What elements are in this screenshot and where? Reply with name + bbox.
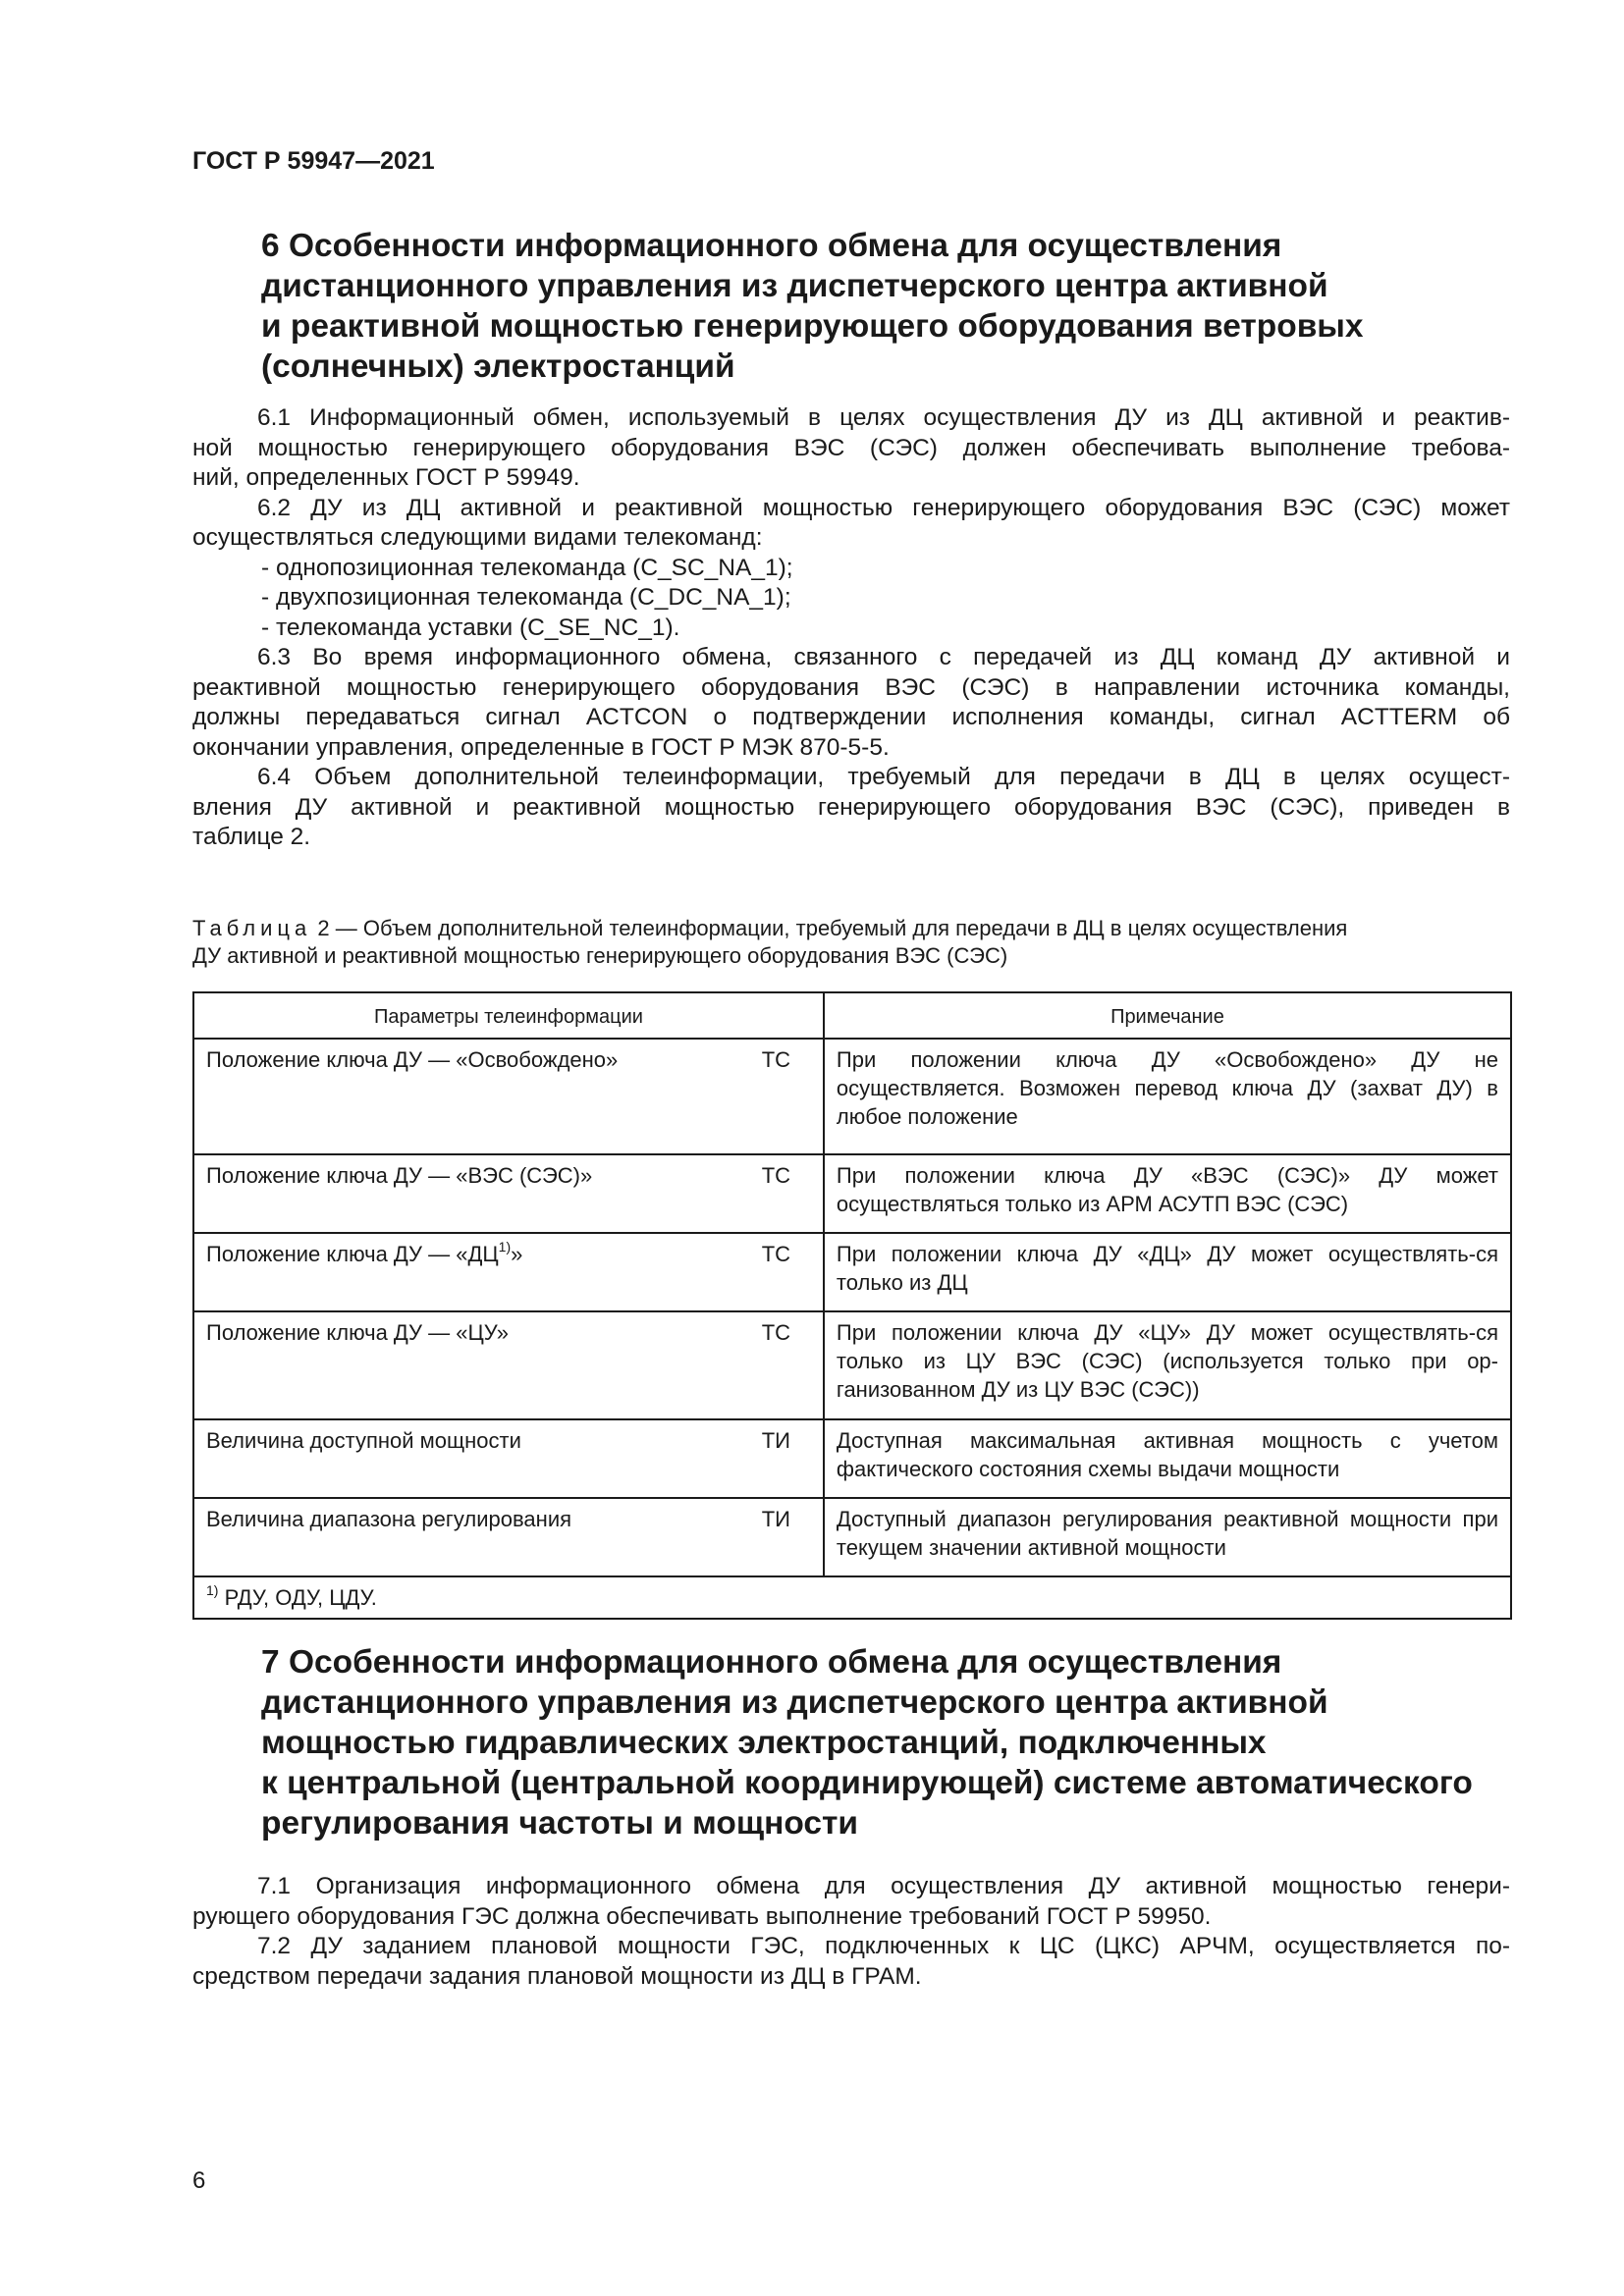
paragraph-6-4 bbox=[192, 763, 1510, 853]
code-cell: ТС bbox=[750, 1233, 824, 1311]
text-line: 7.1 Организация информационного обмена для осуществления ДУ активной мощностью генери- bbox=[257, 1873, 1510, 1899]
text-line: 6.1 Информационный обмен, используемый в целях осуществления ДУ из ДЦ активной и реактив- bbox=[257, 404, 1510, 431]
text-line: ной мощностью генерирующего оборудования ВЭС (СЭС) должен обеспечивать выполнение требова- bbox=[192, 434, 1510, 461]
page-number: 6 bbox=[192, 2167, 206, 2194]
table-row bbox=[193, 1039, 1511, 1154]
section-title-line: мощностью гидравлических электростанций, подключенных bbox=[261, 1725, 1267, 1761]
param-cell: Положение ключа ДУ — «ЦУ» bbox=[193, 1311, 750, 1419]
table-row bbox=[193, 1311, 1511, 1419]
list-item: - однопозиционная телекоманда (C_SC_NA_1); bbox=[261, 554, 793, 581]
note-cell: Доступная максимальная активная мощность с учетом фактического состояния схемы выдачи мощности bbox=[824, 1419, 1511, 1498]
paragraph-6-3 bbox=[192, 643, 1510, 763]
note-cell: При положении ключа ДУ «ВЭС (СЭС)» ДУ может осуществляться только из АРМ АСУТП ВЭС (СЭС) bbox=[824, 1154, 1511, 1233]
footnote-ref: 1) bbox=[498, 1238, 512, 1255]
section-6-body bbox=[192, 403, 1510, 853]
note-cell: При положении ключа ДУ «Освобождено» ДУ не осуществляется. Возможен перевод ключа ДУ (захват ДУ) в любое положение bbox=[824, 1039, 1511, 1154]
text-line: окончании управления, определенные в ГОСТ Р МЭК 870-5-5. bbox=[192, 733, 890, 761]
section-title-line: 6 Особенности информационного обмена для осуществления bbox=[261, 228, 1282, 264]
code-cell: ТС bbox=[750, 1039, 824, 1154]
table-row bbox=[193, 1154, 1511, 1233]
text-line: 6.3 Во время информационного обмена, связанного с передачей из ДЦ команд ДУ активной и bbox=[257, 644, 1510, 670]
code-cell: ТИ bbox=[750, 1498, 824, 1576]
text-line: 6.2 ДУ из ДЦ активной и реактивной мощностью генерирующего оборудования ВЭС (СЭС) может bbox=[257, 494, 1510, 521]
note-cell: При положении ключа ДУ «ЦУ» ДУ может осуществлять-ся только из ЦУ ВЭС (СЭС) (используется только при ор-ганизованном ДУ из ЦУ ВЭС (СЭС)) bbox=[824, 1311, 1511, 1419]
param-cell bbox=[193, 1233, 750, 1311]
list-item: - двухпозиционная телекоманда (C_DC_NA_1); bbox=[261, 584, 791, 611]
column-header: Примечание bbox=[824, 992, 1511, 1039]
param-cell: Положение ключа ДУ — «Освобождено» bbox=[193, 1039, 750, 1154]
text-line: 7.2 ДУ заданием плановой мощности ГЭС, подключенных к ЦС (ЦКС) АРЧМ, осуществляется по- bbox=[257, 1933, 1510, 1959]
param-text: » bbox=[511, 1242, 523, 1266]
paragraph-7-2 bbox=[192, 1932, 1510, 1992]
param-text: Положение ключа ДУ — «ДЦ bbox=[206, 1242, 499, 1266]
table-header-row bbox=[193, 992, 1511, 1039]
caption-label: Таблица bbox=[192, 916, 312, 940]
param-cell: Величина доступной мощности bbox=[193, 1419, 750, 1498]
section-title-line: (солнечных) электростанций bbox=[261, 348, 735, 385]
paragraph-6-1 bbox=[192, 403, 1510, 494]
section-6-title bbox=[261, 226, 1538, 387]
section-title-line: дистанционного управления из диспетчерского центра активной bbox=[261, 268, 1328, 304]
param-cell: Положение ключа ДУ — «ВЭС (СЭС)» bbox=[193, 1154, 750, 1233]
param-cell: Величина диапазона регулирования bbox=[193, 1498, 750, 1576]
text-line: 6.4 Объем дополнительной телеинформации, требуемый для передачи в ДЦ в целях осущест- bbox=[257, 764, 1510, 790]
table-caption bbox=[192, 915, 1510, 970]
note-cell: При положении ключа ДУ «ДЦ» ДУ может осуществлять-ся только из ДЦ bbox=[824, 1233, 1511, 1311]
document-code: ГОСТ Р 59947—2021 bbox=[192, 147, 435, 175]
note-cell: Доступный диапазон регулирования реактивной мощности при текущем значении активной мощности bbox=[824, 1498, 1511, 1576]
section-7-body bbox=[192, 1872, 1510, 1992]
caption-text: 2 — Объем дополнительной телеинформации, требуемый для передачи в ДЦ в целях осуществления bbox=[311, 916, 1348, 940]
section-title-line: к центральной (центральной координирующей) системе автоматического bbox=[261, 1765, 1473, 1801]
paragraph-6-2 bbox=[192, 494, 1510, 554]
text-line: рующего оборудования ГЭС должна обеспечивать выполнение требований ГОСТ Р 59950. bbox=[192, 1902, 1212, 1930]
caption-text: ДУ активной и реактивной мощностью генерирующего оборудования ВЭС (СЭС) bbox=[192, 943, 1008, 968]
footnote-mark: 1) bbox=[206, 1581, 219, 1598]
section-title-line: регулирования частоты и мощности bbox=[261, 1805, 858, 1842]
section-7-title bbox=[261, 1642, 1538, 1843]
section-title-line: 7 Особенности информационного обмена для осуществления bbox=[261, 1644, 1282, 1681]
table-row bbox=[193, 1419, 1511, 1498]
section-title-line: и реактивной мощностью генерирующего оборудования ветровых bbox=[261, 308, 1364, 345]
table-row bbox=[193, 1233, 1511, 1311]
text-line: таблице 2. bbox=[192, 824, 311, 850]
footnote-text: РДУ, ОДУ, ЦДУ. bbox=[218, 1585, 377, 1610]
paragraph-7-1 bbox=[192, 1872, 1510, 1932]
text-line: вления ДУ активной и реактивной мощностью генерирующего оборудования ВЭС (СЭС), приведен в bbox=[192, 793, 1510, 821]
table-2 bbox=[192, 991, 1512, 1620]
text-line: реактивной мощностью генерирующего оборудования ВЭС (СЭС) в направлении источника команды, bbox=[192, 673, 1510, 701]
code-cell: ТС bbox=[750, 1154, 824, 1233]
code-cell: ТС bbox=[750, 1311, 824, 1419]
list-item: - телекоманда уставки (C_SE_NC_1). bbox=[261, 614, 680, 641]
code-cell: ТИ bbox=[750, 1419, 824, 1498]
column-header: Параметры телеинформации bbox=[193, 992, 824, 1039]
text-line: ний, определенных ГОСТ Р 59949. bbox=[192, 464, 580, 491]
table-row bbox=[193, 1498, 1511, 1576]
text-line: осуществляться следующими видами телекоманд: bbox=[192, 524, 763, 551]
table-footnote bbox=[193, 1576, 1511, 1619]
table-footnote-row bbox=[193, 1576, 1511, 1619]
text-line: должны передаваться сигнал ACTCON о подтверждении исполнения команды, сигнал ACTTERM об bbox=[192, 704, 1510, 730]
text-line: средством передачи задания плановой мощности из ДЦ в ГРАМ. bbox=[192, 1962, 922, 1990]
section-title-line: дистанционного управления из диспетчерского центра активной bbox=[261, 1684, 1328, 1721]
